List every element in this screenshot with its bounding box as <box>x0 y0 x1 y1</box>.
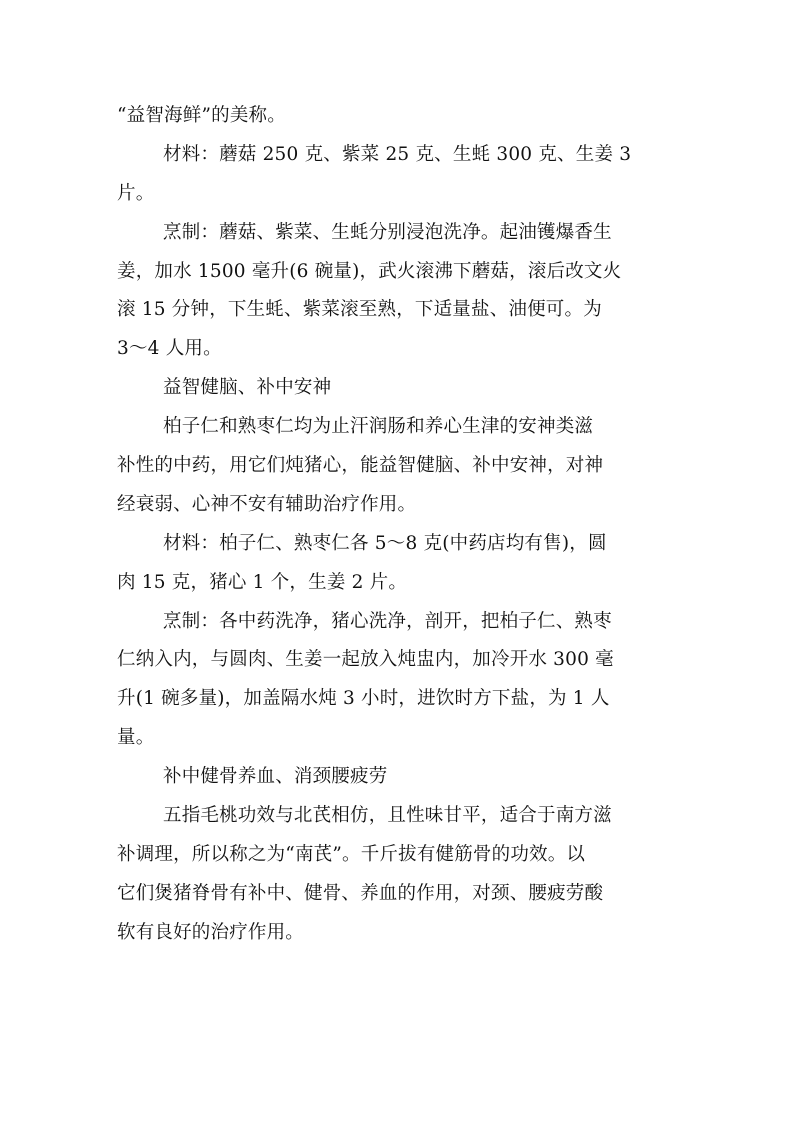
text-line-11: 经衰弱、心神不安有辅助治疗作用。 <box>117 493 417 515</box>
text-line-10: 补性的中药，用它们炖猪心，能益智健脑、补中安神，对神 <box>117 455 604 477</box>
text-line-22: 软有良好的治疗作用。 <box>117 921 305 943</box>
text-line-20: 补调理，所以称之为“南芪”。千斤拔有健筋骨的功效。以 <box>117 843 586 865</box>
section-heading-brain: 益智健脑、补中安神 <box>163 377 332 399</box>
text-line-12: 材料：柏子仁、熟枣仁各 5～8 克(中药店均有售)，圆 <box>163 532 607 554</box>
text-line-2: 材料：蘑菇 250 克、紫菜 25 克、生蚝 300 克、生姜 3 <box>163 143 632 165</box>
text-line-21: 它们煲猪脊骨有补中、健骨、养血的作用，对颈、腰疲劳酸 <box>117 882 604 904</box>
text-line-13: 肉 15 克，猪心 1 个，生姜 2 片。 <box>117 571 408 593</box>
text-line-16: 升(1 碗多量)，加盖隔水炖 3 小时，进饮时方下盐，为 1 人 <box>117 688 610 710</box>
text-line-14: 烹制：各中药洗净，猪心洗净，剖开，把柏子仁、熟枣 <box>163 610 612 632</box>
text-line-19: 五指毛桃功效与北芪相仿，且性味甘平，适合于南方滋 <box>163 805 612 827</box>
text-line-4: 烹制：蘑菇、紫菜、生蚝分别浸泡洗净。起油镬爆香生 <box>163 221 612 243</box>
text-line-3: 片。 <box>117 182 155 204</box>
section-heading-bone: 补中健骨养血、消颈腰疲劳 <box>163 766 388 788</box>
text-line-7: 3～4 人用。 <box>117 338 222 360</box>
text-line-6: 滚 15 分钟，下生蚝、紫菜滚至熟，下适量盐、油便可。为 <box>117 299 602 321</box>
text-line-1: “益智海鲜”的美称。 <box>117 105 286 126</box>
text-line-5: 姜，加水 1500 毫升(6 碗量)，武火滚沸下蘑菇，滚后改文火 <box>117 260 622 282</box>
text-line-9: 柏子仁和熟枣仁均为止汗润肠和养心生津的安神类滋 <box>163 416 594 438</box>
text-line-17: 量。 <box>117 727 155 749</box>
document-page <box>117 97 677 953</box>
text-line-15: 仁纳入内，与圆肉、生姜一起放入炖盅内，加冷开水 300 毫 <box>117 649 614 671</box>
